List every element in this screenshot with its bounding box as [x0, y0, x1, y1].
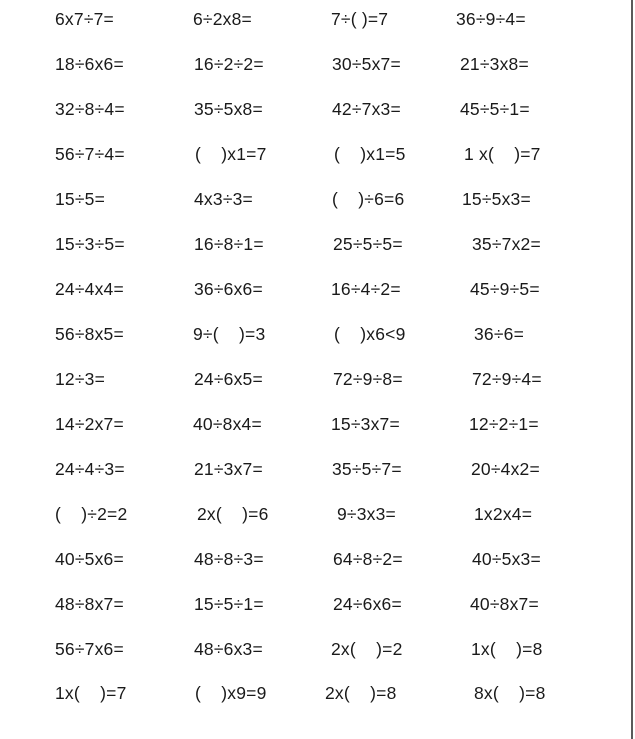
problem: ( )÷2=2: [55, 504, 128, 524]
problem: 15÷3÷5=: [55, 234, 125, 254]
problem: 9÷( )=3: [193, 324, 266, 344]
problem: 1 x( )=7: [464, 144, 541, 164]
problem: 72÷9÷4=: [472, 369, 542, 389]
problem: 16÷2÷2=: [194, 54, 264, 74]
problem: ( )x1=7: [195, 144, 267, 164]
problem: 20÷4x2=: [471, 459, 540, 479]
problem-row: [0, 634, 631, 664]
problem: 4x3÷3=: [194, 189, 253, 209]
problem: 48÷6x3=: [194, 639, 263, 659]
problem: 40÷8x7=: [470, 594, 539, 614]
problem: 36÷9÷4=: [456, 9, 526, 29]
problem: 6÷2x8=: [193, 9, 252, 29]
problem-row: [0, 589, 631, 619]
problem: 7÷( )=7: [331, 9, 389, 29]
problem: 15÷5x3=: [462, 189, 531, 209]
problem-row: [0, 274, 631, 304]
problem-row: [0, 454, 631, 484]
problem-row: [0, 49, 631, 79]
problem: 40÷5x6=: [55, 549, 124, 569]
problem: 9÷3x3=: [337, 504, 396, 524]
problem: 35÷5x8=: [194, 99, 263, 119]
problem: 15÷5÷1=: [194, 594, 264, 614]
problem: 21÷3x7=: [194, 459, 263, 479]
problem: 1x( )=7: [55, 683, 127, 703]
problem: 8x( )=8: [474, 683, 546, 703]
problem: 16÷8÷1=: [194, 234, 264, 254]
problem: 36÷6x6=: [194, 279, 263, 299]
problem: 24÷6x5=: [194, 369, 263, 389]
problem-row: [0, 4, 631, 34]
problem: ( )x9=9: [195, 683, 267, 703]
problem: 30÷5x7=: [332, 54, 401, 74]
problem: 45÷5÷1=: [460, 99, 530, 119]
problem: 1x2x4=: [474, 504, 533, 524]
problem-row: [0, 499, 631, 529]
problem: 15÷3x7=: [331, 414, 400, 434]
problem: 72÷9÷8=: [333, 369, 403, 389]
problem: 48÷8÷3=: [194, 549, 264, 569]
problem: 6x7÷7=: [55, 9, 114, 29]
problem-row: [0, 184, 631, 214]
problem: ( )x6<9: [334, 324, 406, 344]
problem: 21÷3x8=: [460, 54, 529, 74]
problem: 1x( )=8: [471, 639, 543, 659]
problem: 56÷8x5=: [55, 324, 124, 344]
problem: 12÷3=: [55, 369, 106, 389]
problem: 32÷8÷4=: [55, 99, 125, 119]
problem-row: [0, 544, 631, 574]
problem-row: [0, 678, 631, 708]
problem-row: [0, 139, 631, 169]
problem: 36÷6=: [474, 324, 525, 344]
problem: 56÷7x6=: [55, 639, 124, 659]
problem-row: [0, 319, 631, 349]
problem: 16÷4÷2=: [331, 279, 401, 299]
problem: 12÷2÷1=: [469, 414, 539, 434]
problem: 2x( )=6: [197, 504, 269, 524]
problem: 40÷8x4=: [193, 414, 262, 434]
problem: 2x( )=8: [325, 683, 397, 703]
problem: 15÷5=: [55, 189, 106, 209]
problem: 40÷5x3=: [472, 549, 541, 569]
problem: ( )÷6=6: [332, 189, 405, 209]
problem: 25÷5÷5=: [333, 234, 403, 254]
problem: 18÷6x6=: [55, 54, 124, 74]
problem-row: [0, 229, 631, 259]
problem: 24÷4÷3=: [55, 459, 125, 479]
problem: 2x( )=2: [331, 639, 403, 659]
problem: 48÷8x7=: [55, 594, 124, 614]
problem: 24÷4x4=: [55, 279, 124, 299]
problem: 24÷6x6=: [333, 594, 402, 614]
problem: 14÷2x7=: [55, 414, 124, 434]
problem-row: [0, 409, 631, 439]
problem: 45÷9÷5=: [470, 279, 540, 299]
problem: 56÷7÷4=: [55, 144, 125, 164]
problem: 35÷5÷7=: [332, 459, 402, 479]
problem: 64÷8÷2=: [333, 549, 403, 569]
problem-row: [0, 94, 631, 124]
problem: ( )x1=5: [334, 144, 406, 164]
problem-row: [0, 364, 631, 394]
problem: 35÷7x2=: [472, 234, 541, 254]
problem: 42÷7x3=: [332, 99, 401, 119]
